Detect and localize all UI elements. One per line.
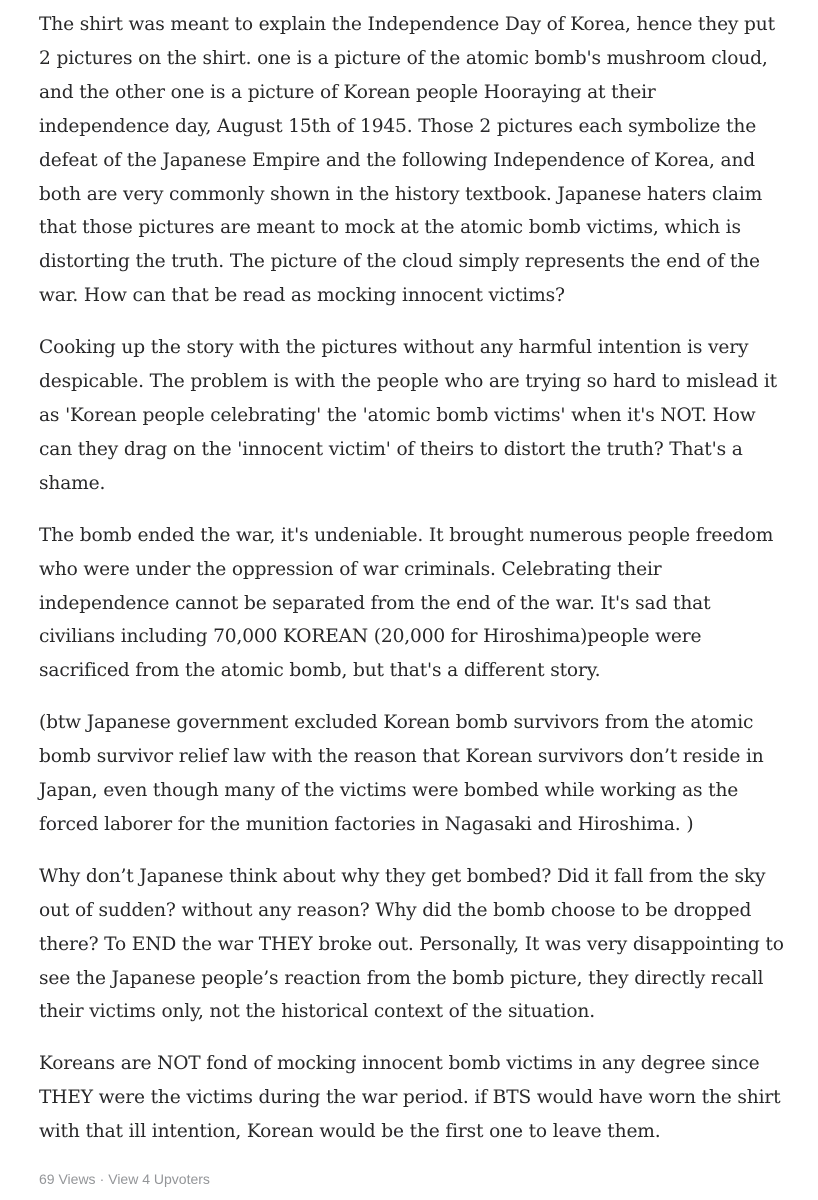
answer-footer (39, 1171, 210, 1187)
view-upvoters-link[interactable]: View 4 Upvoters (108, 1171, 210, 1187)
answer-paragraph-2: Cooking up the story with the pictures without any harmful intention is very despicable. The problem is with the people who are trying so hard to mislead it as 'Korean people celebrating' the 'atomic bomb victims' when it's NOT. How can they drag on the 'innocent victim' of theirs to distort the truth? That's a shame. (39, 337, 777, 494)
answer-paragraph-4: (btw Japanese government excluded Korean bomb survivors from the atomic bomb survivor relief law with the reason that Korean survivors don’t reside in Japan, even though many of the victims were bombed while working as the forced laborer for the munition factories in Nagasaki and Hiroshima. ) (39, 712, 764, 835)
answer-paragraph-1: The shirt was meant to explain the Independence Day of Korea, hence they put 2 pictures on the shirt. one is a picture of the atomic bomb's mushroom cloud, and the other one is a picture of Korean people Hooraying at their independence day, August 15th of 1945. Those 2 pictures each symbolize the defeat of the Japanese Empire and the following Independence of Korea, and both are very commonly shown in the history textbook. Japanese haters claim that those pictures are meant to mock at the atomic bomb victims, which is distorting the truth. The picture of the cloud simply represents the end of the war. How can that be read as mocking innocent victims? (39, 14, 775, 307)
answer-paragraph-3: The bomb ended the war, it's undeniable. It brought numerous people freedom who were under the oppression of war criminals. Celebrating their independence cannot be separated from the end of the war. It's sad that civilians including 70,000 KOREAN (20,000 for Hiroshima)people were sacrificed from the atomic bomb, but that's a different story. (39, 524, 774, 682)
answer-paragraph-5: Why don’t Japanese think about why they get bombed? Did it fall from the sky out of sudden? without any reason? Why did the bomb choose to be dropped there? To END the war THEY broke out. Personally, It was very disappointing to see the Japanese people’s reaction from the bomb picture, they directly recall their victims only, not the historical context of the situation. (39, 865, 784, 1023)
view-count: 69 Views (39, 1171, 96, 1187)
footer-separator: · (99, 1171, 105, 1187)
answer-body (39, 8, 789, 1167)
answer-paragraph-6: Koreans are NOT fond of mocking innocent bomb victims in any degree since THEY were the victims during the war period. if BTS would have worn the shirt with that ill intention, Korean would be the first one to leave them. (39, 1053, 781, 1143)
